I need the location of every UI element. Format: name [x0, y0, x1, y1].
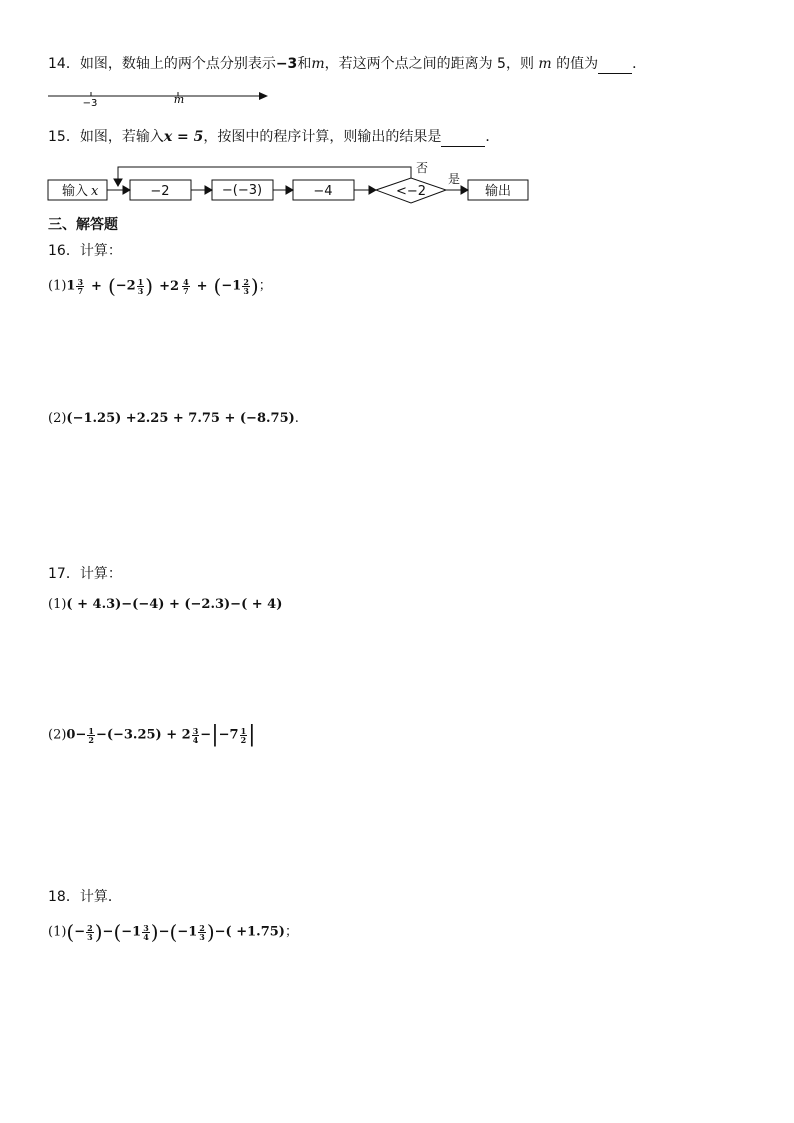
part-label: (2) — [48, 411, 67, 426]
question-text: 如图，数轴上的两个点分别表示 — [79, 56, 276, 72]
fraction: $\frac{2}{3}$ — [243, 276, 249, 296]
axis-label-neg3: −3 — [82, 98, 98, 109]
expression: −( +1.75) — [214, 924, 285, 940]
flow-output-label: 输出 — [484, 184, 512, 199]
fraction: $\frac{2}{3}$ — [87, 922, 93, 942]
question-text: 如图，若输入 — [79, 129, 164, 145]
axis-label-m: m — [173, 93, 185, 106]
question-15 — [48, 127, 499, 147]
q16-part1: (1)1 $\frac{3}{7}$ + (−2 $\frac{1}{3}$ ) +2 $\frac{4}{7}$ + (−1 $\frac{2}{3}$ )； — [48, 274, 272, 298]
fraction: $\frac{1}{2}$ — [88, 725, 94, 745]
question-text: 的值为 — [556, 56, 599, 72]
answer-blank[interactable] — [441, 132, 485, 147]
question-number: 14． — [48, 56, 80, 72]
operator: + — [91, 278, 102, 294]
flow-condition-label: <−2 — [395, 184, 427, 199]
question-text: ． — [632, 56, 647, 72]
flow-yes-label: 是 — [448, 172, 461, 186]
fraction: $\frac{4}{7}$ — [183, 276, 189, 296]
number: 0 — [66, 727, 76, 743]
punctuation: ； — [258, 278, 272, 294]
flow-step2-label: −(−3) — [221, 183, 263, 198]
expression: ( + 4.3)−(−4) + (−2.3)−( + 4) — [66, 597, 283, 612]
operator: − — [200, 727, 212, 743]
expression: (−1.25) +2.25 + 7.75 + (−8.75) — [66, 411, 295, 426]
flow-input-label: 输入 — [62, 184, 89, 199]
question-18-header: 18．计算． — [48, 889, 122, 905]
flow-input-var: x — [91, 184, 99, 199]
question-number: 15． — [48, 129, 80, 145]
section-title: 三、解答题 — [48, 217, 118, 233]
fraction: $\frac{1}{3}$ — [137, 276, 144, 296]
input-expression: x = 5 — [163, 129, 204, 145]
fraction: $\frac{3}{4}$ — [143, 922, 149, 942]
flow-no-label: 否 — [416, 161, 429, 175]
mixed-whole: 1 — [66, 278, 76, 294]
question-16-header: 16．计算： — [48, 243, 122, 259]
part-label: (1) — [48, 278, 67, 294]
mixed-whole: −2 — [115, 278, 136, 294]
fraction: $\frac{1}{2}$ — [240, 725, 247, 745]
mixed-whole: −1 — [177, 924, 198, 940]
operator: +2 — [159, 278, 180, 294]
value-negative-three: −3 — [275, 56, 298, 72]
flow-step3-label: −4 — [313, 184, 333, 199]
question-text: ． — [485, 129, 500, 145]
expression: −(−3.25) + 2 — [95, 727, 191, 743]
operator: + — [196, 278, 208, 294]
q17-part1 — [48, 595, 282, 615]
punctuation: ； — [284, 924, 298, 940]
fraction: $\frac{3}{4}$ — [192, 725, 199, 745]
fraction: $\frac{2}{3}$ — [199, 922, 205, 942]
part-label: (1) — [48, 597, 67, 612]
variable-m: m — [311, 56, 325, 72]
arrow-head-icon — [461, 186, 468, 194]
sign: − — [74, 924, 86, 940]
mixed-whole: −1 — [121, 924, 142, 940]
flow-step1-label: −2 — [150, 184, 170, 199]
arrow-head-icon — [114, 179, 122, 186]
operator: − — [158, 924, 170, 940]
variable-m: m — [538, 56, 552, 72]
arrow-head-icon — [205, 186, 212, 194]
question-17-header: 17．计算： — [48, 566, 122, 582]
q17-part2: (2)0− $\frac{1}{2}$ −(−3.25) + 2 $\frac{3}{4}$ −|−7 $\frac{1}{2}$ | — [48, 722, 256, 747]
mixed-whole: −1 — [221, 278, 242, 294]
operator: − — [102, 924, 114, 940]
fraction: $\frac{3}{7}$ — [77, 276, 84, 296]
number-line-arrow-icon — [259, 92, 268, 100]
part-label: (1) — [48, 924, 67, 940]
question-text: ，若这两个点之间的距离为 5，则 — [324, 56, 534, 72]
arrow-head-icon — [286, 186, 293, 194]
operator: − — [75, 727, 87, 743]
number-line — [48, 92, 268, 109]
question-text: 和 — [297, 56, 312, 72]
arrow-head-icon — [123, 186, 130, 194]
punctuation: . — [294, 411, 299, 426]
part-label: (2) — [48, 727, 67, 743]
q18-part1: (1)(− $\frac{2}{3}$ )−(−1 $\frac{3}{4}$ )−(−1 $\frac{2}{3}$ )−( +1.75)； — [48, 920, 298, 944]
q16-part2 — [48, 409, 299, 429]
expression: −7 — [218, 727, 239, 743]
question-text: ，按图中的程序计算，则输出的结果是 — [203, 129, 442, 145]
